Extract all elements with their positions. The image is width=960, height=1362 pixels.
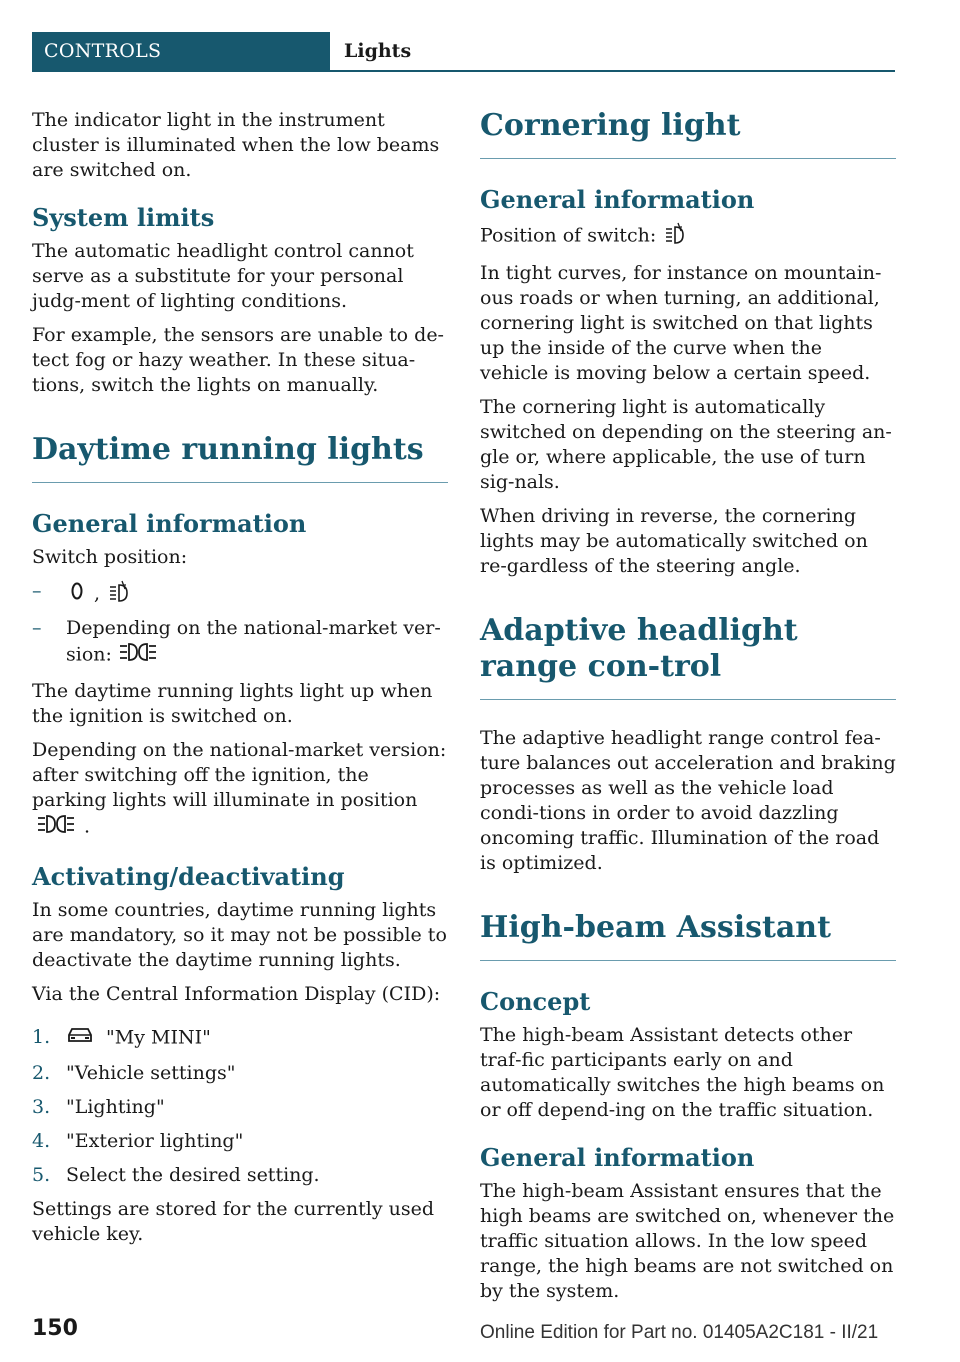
system-limits-heading: System limits [32, 203, 215, 232]
zero-switch-icon [66, 580, 88, 609]
auto-headlight-icon [106, 579, 132, 610]
drl-paragraph-1: The daytime running lights light up when the ignition is switched on. [32, 680, 433, 727]
list-item [32, 1095, 448, 1120]
step-text: Select the desired setting. [66, 1164, 320, 1186]
settings-steps-list [32, 1025, 448, 1188]
daytime-running-lights-icon [118, 641, 158, 670]
period: . [84, 815, 91, 838]
step-text: "Vehicle settings" [66, 1062, 236, 1084]
system-limits-paragraph-2: For example, the sensors are unable to de‐tect fog or hazy weather. In these situa‐tions, switch the lights on manually. [32, 324, 444, 396]
list-separator: , [94, 582, 101, 605]
adaptive-paragraph: The adaptive headlight range control fea‐ture balances out acceleration and braking processes as well as the vehicle load condi‐tions in order to avoid dazzling oncoming traffic. Illumination of the road is optimized. [480, 727, 896, 874]
daytime-running-lights-icon [32, 813, 84, 842]
dash-bullet: – [32, 617, 42, 639]
activating-paragraph-2: Via the Central Information Display (CID): [32, 983, 441, 1005]
daytime-running-lights-heading: Daytime running lights [32, 432, 448, 483]
step-text: "Exterior lighting" [66, 1130, 244, 1152]
edition-note: Online Edition for Part no. 01405A2C181 - II/21 [480, 1322, 879, 1343]
high-beam-assistant-heading: High-beam Assistant [480, 910, 896, 961]
step-number: 3. [32, 1096, 51, 1118]
system-limits-paragraph-1: The automatic headlight control cannot serve as a substitute for your personal judg‐ment of lighting conditions. [32, 240, 414, 312]
high-beam-paragraph: The high-beam Assistant ensures that the high beams are switched on, whenever the traffic situation allows. In the low speed range, the high beams are not switched on by the system. [480, 1180, 895, 1302]
page-header [32, 32, 895, 72]
list-item [32, 1129, 448, 1154]
auto-headlight-icon [662, 221, 688, 252]
cornering-paragraph-1: In tight curves, for instance on mountain‐ous roads or when turning, an additional, cornering light is switched on that lights up the inside of the curve when the vehicle is moving below a certain speed. [480, 262, 882, 384]
step-text: "My MINI" [106, 1026, 211, 1049]
switch-position-text: Position of switch: [480, 224, 657, 247]
car-icon [66, 1025, 94, 1052]
chapter-title: Lights [344, 40, 412, 62]
list-item [32, 1061, 448, 1086]
step-number: 4. [32, 1130, 51, 1152]
dash-bullet: – [32, 580, 42, 602]
cornering-paragraph-3: When driving in reverse, the cornering lights may be automatically switched on re‐gardless of the steering angle. [480, 505, 868, 577]
step-text: "Lighting" [66, 1096, 165, 1118]
intro-paragraph: The indicator light in the instrument cluster is illuminated when the low beams are switched on. [32, 109, 440, 181]
switch-position-line [480, 221, 896, 252]
drl-paragraph-2 [32, 738, 448, 842]
list-item [32, 1025, 448, 1052]
cornering-general-information-heading: General information [480, 185, 755, 214]
step-number: 2. [32, 1062, 51, 1084]
step-number: 1. [32, 1026, 51, 1048]
drl-general-information-heading: General information [32, 509, 307, 538]
cornering-paragraph-2: The cornering light is automatically switched on depending on the steering an‐gle or, where applicable, the use of turn sig‐nals. [480, 396, 892, 493]
activating-paragraph-1: In some countries, daytime running lights are mandatory, so it may not be possible to deactivate the daytime running lights. [32, 899, 447, 971]
switch-position-list [32, 579, 448, 670]
high-beam-general-information-heading: General information [480, 1143, 755, 1172]
concept-heading: Concept [480, 987, 591, 1016]
section-tab: CONTROLS [32, 32, 330, 70]
concept-paragraph: The high-beam Assistant detects other traf‐fic participants early on and automatically switches the high beams on or off depend‐ing on the traffic situation. [480, 1024, 885, 1121]
settings-note: Settings are stored for the currently used vehicle key. [32, 1198, 434, 1245]
left-column [32, 108, 448, 1256]
list-item [32, 1163, 448, 1188]
page-number: 150 [32, 1316, 78, 1341]
cornering-light-heading: Cornering light [480, 108, 896, 159]
right-column [480, 108, 896, 1313]
drl-paragraph-2-text: Depending on the national-market version: after switching off the ignition, the parking lights will illuminate in position [32, 739, 447, 811]
list-item [32, 616, 448, 670]
step-number: 5. [32, 1164, 51, 1186]
activating-deactivating-heading: Activating/deactivating [32, 862, 345, 891]
adaptive-headlight-heading: Adaptive headlight range con‐trol [480, 613, 896, 700]
list-item [32, 579, 448, 610]
switch-position-label: Switch position: [32, 546, 188, 568]
list-item-text: Depending on the national-market ver‐sion: [66, 617, 441, 666]
